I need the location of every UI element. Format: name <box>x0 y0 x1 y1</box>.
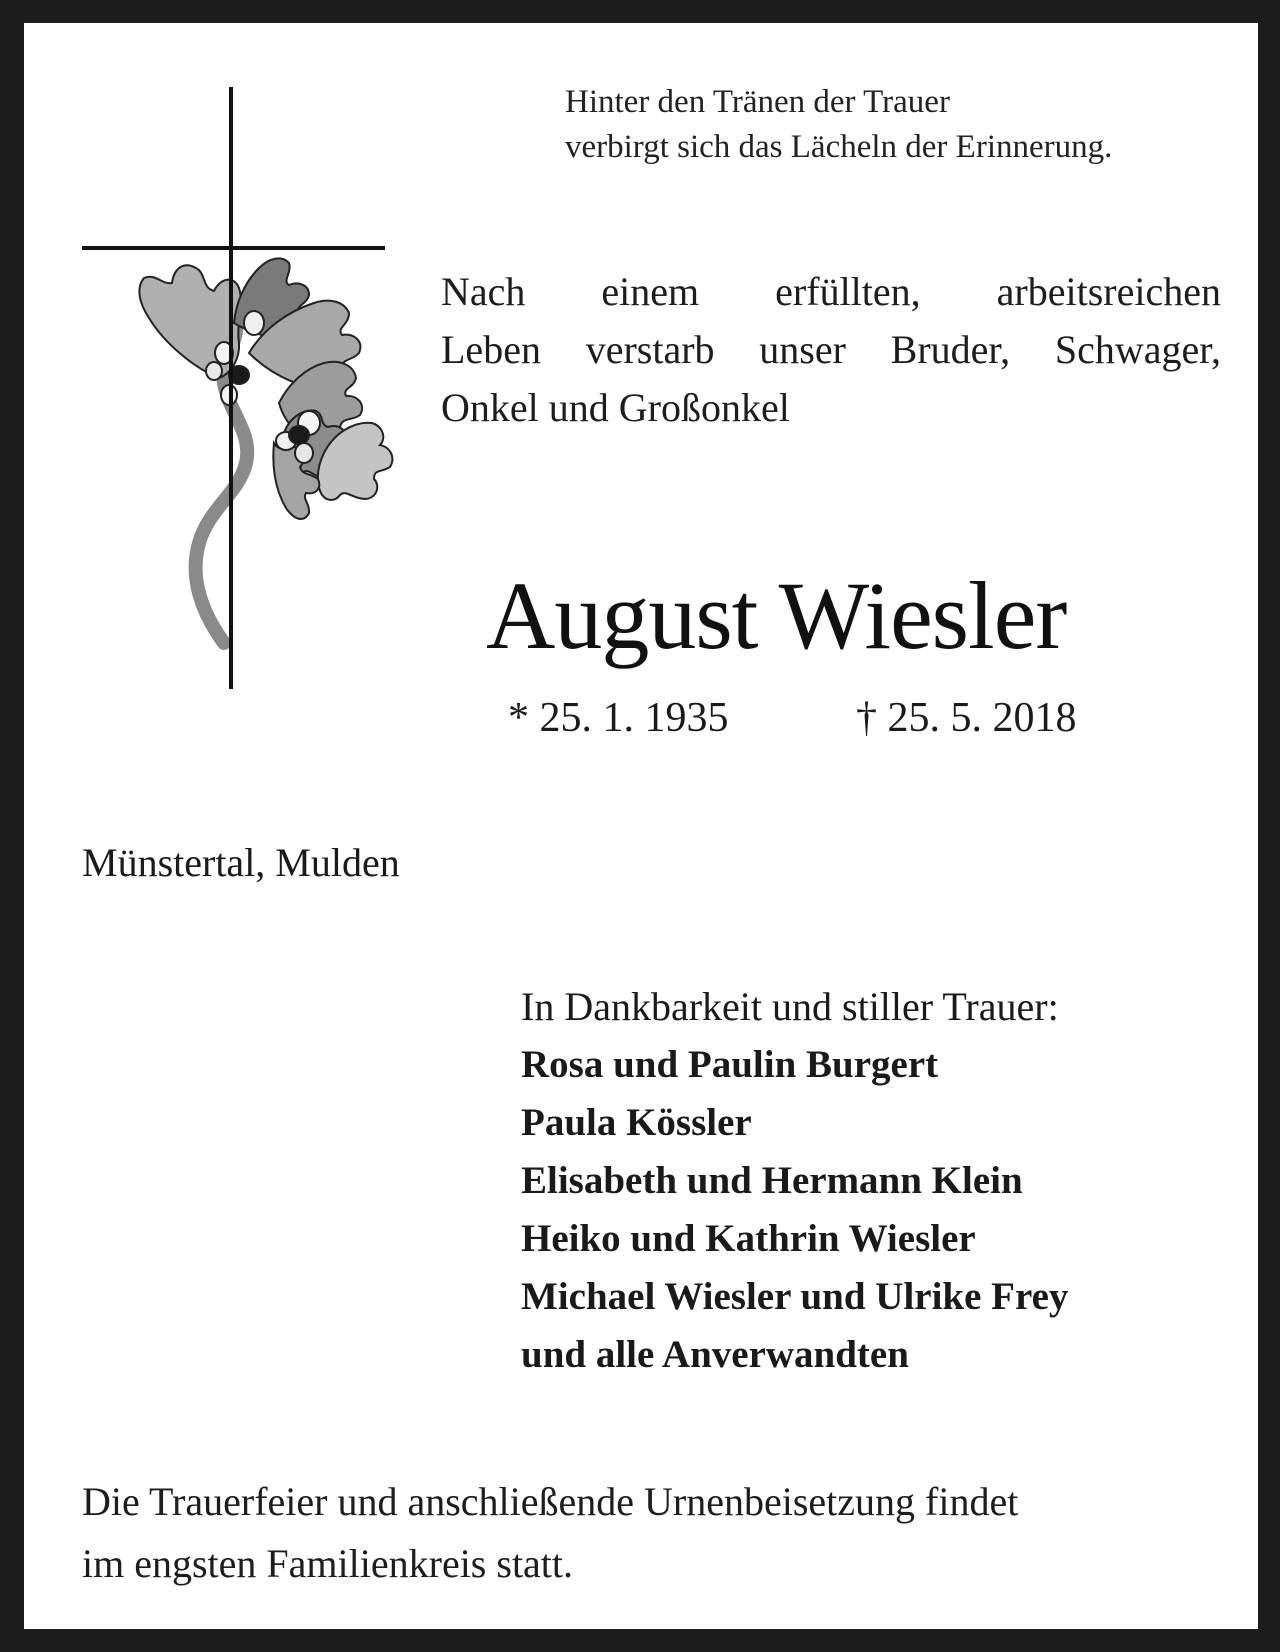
cross-icon <box>24 23 444 723</box>
motto-quote <box>565 80 1112 170</box>
intro-line: Onkel und Großonkel <box>441 385 790 430</box>
intro-line: Leben verstarb unser Bruder, Schwager, <box>441 327 1221 372</box>
death-date: † 25. 5. 2018 <box>856 695 1077 741</box>
mourners-list <box>521 978 1068 1384</box>
motto-line: verbirgt sich das Lächeln der Erinnerung. <box>565 129 1113 165</box>
oak-leaves-icon <box>139 258 392 519</box>
ceremony-line: Die Trauerfeier und anschließende Urnenbeisetzung findet <box>82 1479 1019 1524</box>
ceremony-notice <box>82 1471 1222 1595</box>
mourner-name: und alle Anverwandten <box>521 1333 909 1376</box>
intro-text <box>441 263 1221 437</box>
place-of-residence: Münstertal, Mulden <box>82 840 400 885</box>
mourner-name: Michael Wiesler und Ulrike Frey <box>521 1275 1069 1318</box>
ceremony-line: im engsten Familienkreis statt. <box>82 1541 574 1586</box>
motto-line: Hinter den Tränen der Trauer <box>565 84 950 120</box>
mourner-name: Paula Kössler <box>521 1101 752 1144</box>
mourner-name: Heiko und Kathrin Wiesler <box>521 1217 976 1260</box>
deceased-name: August Wiesler <box>486 562 1067 669</box>
mourners-heading: In Dankbarkeit und stiller Trauer: <box>521 984 1059 1029</box>
intro-line: Nach einem erfüllten, arbeitsreichen <box>441 269 1221 314</box>
mourner-name: Elisabeth und Hermann Klein <box>521 1159 1023 1202</box>
mourner-name: Rosa und Paulin Burgert <box>521 1043 939 1086</box>
birth-date: * 25. 1. 1935 <box>508 695 729 741</box>
obituary-card <box>24 23 1258 1629</box>
